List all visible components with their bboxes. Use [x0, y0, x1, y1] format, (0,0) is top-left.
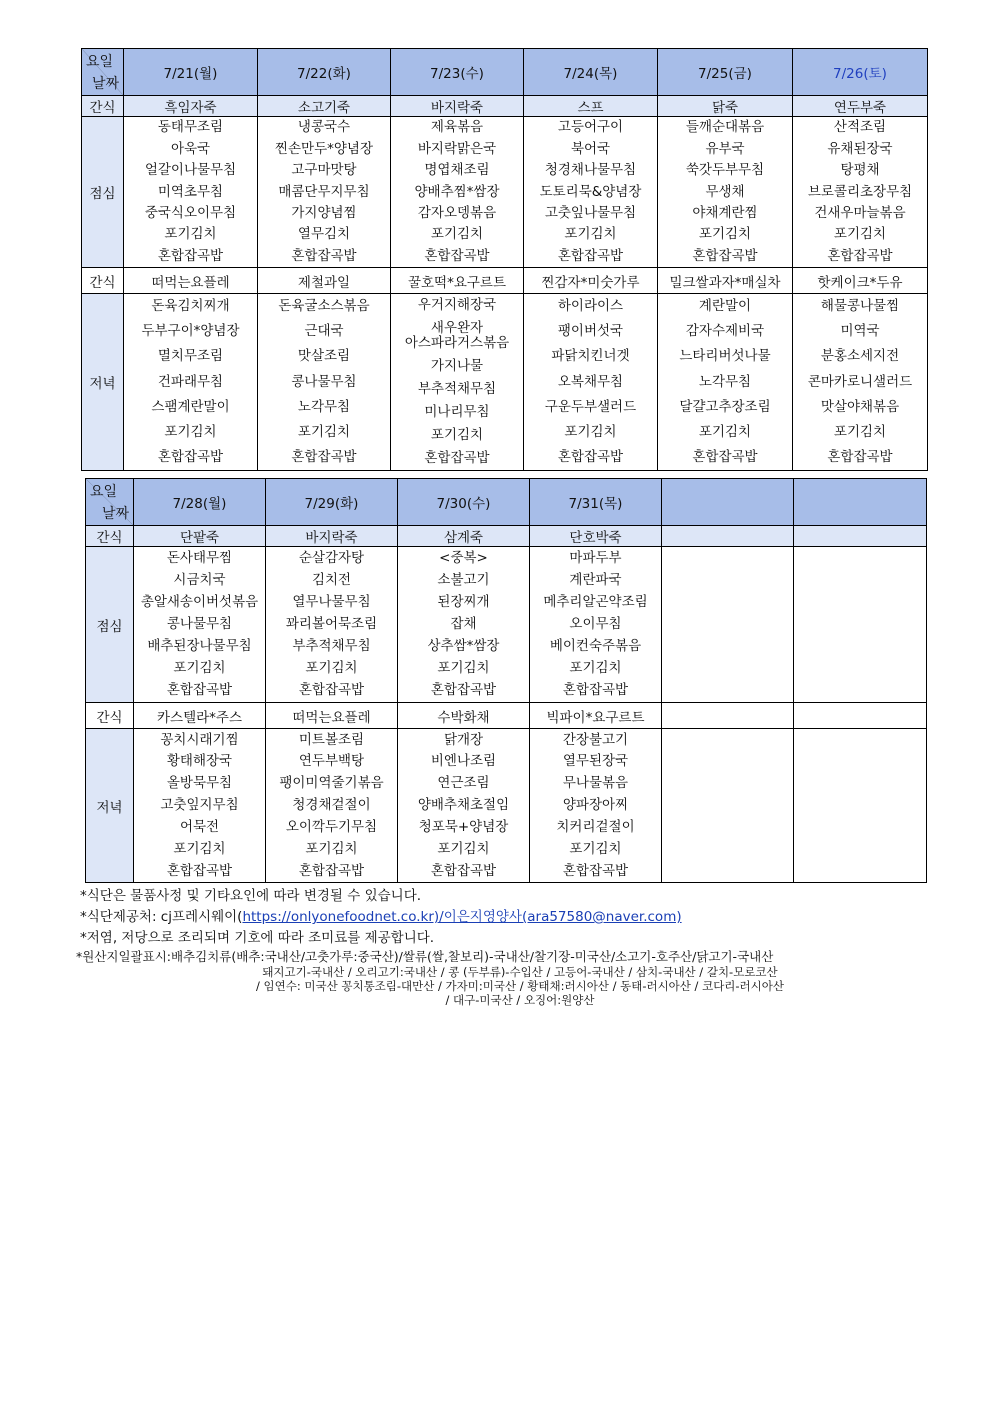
menu-item: 콩나물무침	[166, 616, 233, 633]
menu-item: 두부구이*양념장	[141, 323, 240, 340]
morning-snack-cell: 스프	[524, 96, 658, 117]
menu-item: 열무나물무침	[292, 593, 371, 610]
menu-item: 콘마카로니샐러드	[807, 373, 913, 390]
menu-item: 총알새송이버섯볶음	[140, 593, 259, 610]
menu-item: 미트볼조림	[298, 731, 365, 748]
menu-item: 노각무침	[297, 398, 351, 415]
menu-item: 양파장아찌	[562, 797, 629, 814]
morning-snack-cell: 삼계죽	[398, 526, 530, 547]
dinner-cell	[391, 294, 524, 471]
menu-item: 도토리묵&양념장	[539, 183, 642, 200]
snack-label: 간식	[86, 526, 134, 547]
menu-item: 상추쌈*쌈장	[427, 638, 500, 655]
date-header: 7/25(금)	[658, 49, 793, 96]
afternoon-snack-cell	[794, 703, 927, 729]
lunch-cell	[258, 117, 391, 268]
menu-item: 유부국	[705, 140, 745, 157]
menu-item: 베이컨숙주볶음	[549, 638, 642, 655]
menu-item: 멸치무조림	[157, 348, 224, 365]
lunch-cell	[530, 547, 662, 703]
menu-item: 파닭치킨너겟	[551, 348, 630, 365]
menu-item: 닭개장	[443, 731, 484, 748]
note-provider: *식단제공처: cj프레시웨이(https://onlyonefoodnet.co.kr)/이은지영양사(ara57580@naver.com)	[80, 909, 682, 925]
menu-item: 된장찌개	[437, 593, 490, 610]
lunch-cell	[662, 547, 794, 703]
menu-item: 건새우마늘볶음	[814, 204, 906, 221]
menu-item: 포기김치	[698, 423, 752, 440]
menu-item: 포기김치	[569, 840, 622, 857]
menu-item: 혼합잡곡밥	[166, 682, 233, 699]
menu-item: 돈육굴소스볶음	[278, 298, 370, 315]
menu-item: 맛살조림	[297, 348, 351, 365]
menu-item: 스팸계란말이	[151, 398, 230, 415]
menu-item: 혼합잡곡밥	[692, 448, 758, 465]
menu-item: 부추적채무침	[292, 638, 371, 655]
lunch-cell	[266, 547, 398, 703]
menu-item: 하이라이스	[557, 298, 624, 315]
date-header: 7/22(화)	[258, 49, 391, 96]
afternoon-snack-cell: 떠먹는요플레	[124, 268, 258, 294]
menu-item: 혼합잡곡밥	[424, 247, 490, 264]
morning-snack-cell: 닭죽	[658, 96, 793, 117]
menu-item: 비엔나조림	[430, 753, 497, 770]
menu-item: 고등어구이	[557, 119, 624, 136]
menu-item: 무생채	[705, 183, 745, 200]
menu-item: 고춧잎지무침	[160, 797, 239, 814]
menu-item: 황태해장국	[166, 753, 233, 770]
menu-item: 북어국	[570, 140, 611, 157]
menu-item: 혼합잡곡밥	[291, 448, 357, 465]
menu-item: 포기김치	[564, 423, 617, 440]
lunch-cell	[524, 117, 658, 268]
menu-item: 미역국	[840, 323, 880, 340]
snack-label: 간식	[82, 268, 124, 294]
menu-item: 메추리알곤약조림	[543, 593, 648, 610]
lunch-cell	[398, 547, 530, 703]
menu-item: 순살감자탕	[298, 549, 365, 566]
menu-item: 중국식오이무침	[144, 204, 237, 221]
menu-item: 포기김치	[569, 660, 622, 677]
menu-item: 야채계란찜	[692, 204, 758, 221]
menu-item: 포기김치	[297, 423, 351, 440]
menu-item: 혼합잡곡밥	[557, 448, 624, 465]
menu-item: 혼합잡곡밥	[692, 247, 758, 264]
lunch-cell	[391, 117, 524, 268]
morning-snack-cell: 단호박죽	[530, 526, 662, 547]
menu-item: 혼합잡곡밥	[562, 862, 629, 879]
date-header: 7/29(화)	[266, 479, 398, 526]
menu-item: 돈사태무찜	[166, 549, 233, 566]
dinner-label: 저녁	[82, 294, 124, 471]
menu-item: 계란파국	[569, 571, 622, 588]
menu-item: 아욱국	[170, 140, 211, 157]
morning-snack-cell: 연두부죽	[793, 96, 928, 117]
morning-snack-cell: 바지락죽	[391, 96, 524, 117]
date-header: 7/28(월)	[134, 479, 266, 526]
menu-item: 연두부백탕	[298, 753, 365, 770]
menu-item: 포기김치	[164, 226, 217, 243]
menu-item: 계란말이	[698, 298, 752, 315]
menu-item: 연근조림	[437, 775, 490, 792]
morning-snack-cell	[662, 526, 794, 547]
origin-line-1: *원산지일괄표시:배추김치류(배추:국내산/고춧가루:중국산)/쌀류(쌀,찰보리)-국내산/찰기장-미국산/소고기-호주산/닭고기-국내산	[76, 949, 774, 964]
date-header: 7/21(월)	[124, 49, 258, 96]
dinner-cell	[124, 294, 258, 471]
menu-item: 우거지해장국	[417, 297, 497, 314]
dinner-cell	[793, 294, 928, 471]
date-header: 7/30(수)	[398, 479, 530, 526]
menu-item: 노각무침	[698, 373, 752, 390]
menu-item: 열무된장국	[562, 753, 629, 770]
date-header: 7/26(토)	[793, 49, 928, 96]
corner-day-label: 요일	[90, 484, 118, 500]
menu-item: 혼합잡곡밥	[157, 448, 224, 465]
menu-item: 혼합잡곡밥	[298, 862, 365, 879]
menu-item: 포기김치	[305, 840, 358, 857]
menu-item: 포기김치	[305, 660, 358, 677]
menu-item: 간장불고기	[562, 731, 629, 748]
week2-menu-table	[85, 478, 927, 883]
afternoon-snack-cell: 밀크쌀과자*매실차	[658, 268, 793, 294]
date-header	[794, 479, 927, 526]
menu-item: 양배추찜*쌈장	[414, 183, 500, 200]
afternoon-snack-cell	[662, 703, 794, 729]
morning-snack-cell: 소고기죽	[258, 96, 391, 117]
menu-item: 감자수제비국	[685, 323, 765, 340]
lunch-cell	[124, 117, 258, 268]
origin-line-2: 돼지고기-국내산 / 오리고기:국내산 / 콩 (두부류)-수입산 / 고등어-국내산 / 삼치-국내산 / 갈치-모로코산	[262, 965, 778, 979]
menu-item: 소불고기	[437, 571, 490, 588]
menu-item: 찐손만두*양념장	[274, 140, 374, 157]
menu-item: 오복채무침	[557, 373, 624, 390]
menu-item: 들깨순대볶음	[685, 119, 765, 136]
menu-item: 팽이버섯국	[557, 323, 624, 340]
dinner-cell	[524, 294, 658, 471]
day-date-corner	[86, 479, 134, 526]
menu-item: 포기김치	[173, 840, 226, 857]
menu-item: 청경채나물무침	[544, 162, 637, 179]
dinner-label: 저녁	[86, 729, 134, 883]
morning-snack-cell: 단팥죽	[134, 526, 266, 547]
menu-item: 부추적채무침	[417, 380, 497, 397]
corner-day-label: 요일	[86, 54, 114, 70]
menu-item: 포기김치	[430, 427, 484, 443]
menu-item: 포기김치	[698, 226, 752, 243]
menu-item: 감자오뎅볶음	[417, 204, 497, 221]
menu-item: 어묵전	[179, 818, 220, 835]
menu-item: 근대국	[304, 323, 344, 340]
menu-item: 혼합잡곡밥	[430, 862, 497, 879]
menu-item: 고구마맛탕	[291, 162, 357, 179]
menu-item: 고춧잎나물무침	[544, 204, 637, 221]
menu-item: 열무김치	[297, 226, 351, 243]
lunch-label: 점심	[82, 117, 124, 268]
menu-item: 오이무침	[569, 616, 622, 633]
lunch-cell	[134, 547, 266, 703]
menu-item: 쑥갓두부무침	[685, 162, 765, 179]
menu-item: 동태무조림	[157, 119, 224, 136]
afternoon-snack-cell: 떠먹는요플레	[266, 703, 398, 729]
menu-item: 혼합잡곡밥	[166, 862, 233, 879]
menu-item: 김치전	[311, 571, 352, 588]
menu-item: 산적조림	[833, 119, 887, 136]
lunch-cell	[793, 117, 928, 268]
menu-item: 배추된장나물무침	[147, 638, 252, 655]
menu-item: 혼합잡곡밥	[562, 682, 629, 699]
menu-item: 청포묵+양념장	[418, 818, 509, 835]
menu-item: 콩나물무침	[291, 373, 357, 390]
menu-item: 얼갈이나물무침	[144, 162, 237, 179]
menu-item: 오이깍두기무침	[285, 818, 378, 835]
menu-item: 냉콩국수	[297, 119, 351, 136]
menu-item: 혼합잡곡밥	[557, 247, 624, 264]
snack-label: 간식	[86, 703, 134, 729]
menu-item: 시금치국	[173, 571, 226, 588]
menu-item: 포기김치	[437, 840, 490, 857]
morning-snack-cell: 흑임자죽	[124, 96, 258, 117]
menu-item: 양배추채초절임	[417, 797, 510, 814]
menu-item: 미역초무침	[157, 183, 224, 200]
menu-item: 청경채겉절이	[292, 797, 371, 814]
menu-item: 분홍소세지전	[820, 348, 900, 365]
notes-section	[76, 886, 960, 1007]
afternoon-snack-cell: 카스텔라*주스	[134, 703, 266, 729]
menu-item: 탕평채	[840, 162, 880, 179]
menu-item: 포기김치	[833, 423, 887, 440]
menu-item: 혼합잡곡밥	[827, 448, 893, 465]
menu-item: 포기김치	[564, 226, 617, 243]
dinner-cell	[266, 729, 398, 883]
menu-item: 새우완자 아스파라거스볶음	[404, 320, 510, 351]
day-date-corner	[82, 49, 124, 96]
date-header: 7/24(목)	[524, 49, 658, 96]
menu-item: 혼합잡곡밥	[430, 682, 497, 699]
origin-line-3: / 임연수: 미국산 꽁치통조림-대만산 / 가자미:미국산 / 황태채:러시아산 / 동태-러시아산 / 코다리-러시아산	[255, 979, 784, 993]
menu-item: 무나물볶음	[562, 775, 629, 792]
menu-item: 구운두부샐러드	[544, 398, 637, 415]
menu-item: 포기김치	[430, 226, 484, 243]
afternoon-snack-cell: 수박화채	[398, 703, 530, 729]
menu-item: 돈육김치찌개	[151, 298, 230, 315]
date-header: 7/31(목)	[530, 479, 662, 526]
menu-item: 마파두부	[569, 549, 622, 566]
afternoon-snack-cell: 핫케이크*두유	[793, 268, 928, 294]
menu-item: 가지나물	[430, 357, 484, 374]
menu-item: 올방묵무침	[166, 775, 233, 792]
lunch-cell	[658, 117, 793, 268]
afternoon-snack-cell: 빅파이*요구르트	[530, 703, 662, 729]
menu-item: 바지락맑은국	[417, 140, 497, 157]
menu-item: 가지양념찜	[291, 204, 357, 221]
menu-item: 혼합잡곡밥	[157, 247, 224, 264]
dinner-cell	[134, 729, 266, 883]
lunch-label: 점심	[86, 547, 134, 703]
menu-item: 혼합잡곡밥	[424, 450, 490, 467]
menu-item: 혼합잡곡밥	[298, 682, 365, 699]
note-low-salt: *저염, 저당으로 조리되며 기호에 따라 조미료를 제공합니다.	[80, 930, 435, 946]
menu-item: 유채된장국	[827, 140, 893, 157]
afternoon-snack-cell: 제철과일	[258, 268, 391, 294]
morning-snack-cell	[794, 526, 927, 547]
corner-date-label: 날짜	[91, 76, 119, 92]
menu-item: 브로콜리초장무침	[807, 183, 913, 200]
menu-item: 치커리겉절이	[556, 818, 635, 835]
menu-item: 잡채	[450, 616, 477, 633]
afternoon-snack-cell: 꿀호떡*요구르트	[391, 268, 524, 294]
dinner-cell	[530, 729, 662, 883]
corner-date-label: 날짜	[101, 506, 129, 522]
menu-item: 미나리무침	[424, 403, 490, 420]
menu-item: 혼합잡곡밥	[827, 247, 893, 264]
dinner-cell	[662, 729, 794, 883]
menu-item: 포기김치	[833, 226, 887, 243]
date-header	[662, 479, 794, 526]
menu-item: 해물콩나물찜	[820, 298, 900, 315]
menu-item: 건파래무침	[157, 373, 224, 390]
menu-item: 제육볶음	[430, 119, 484, 136]
dinner-cell	[258, 294, 391, 471]
menu-item: 매콤단무지무침	[278, 183, 370, 200]
menu-item: <중복>	[439, 549, 488, 566]
menu-item: 명엽채조림	[424, 162, 490, 179]
date-header: 7/23(수)	[391, 49, 524, 96]
menu-item: 포기김치	[173, 660, 226, 677]
menu-item: 느타리버섯나물	[679, 348, 771, 365]
menu-item: 포기김치	[164, 423, 217, 440]
afternoon-snack-cell: 찐감자*미숫가루	[524, 268, 658, 294]
morning-snack-cell: 바지락죽	[266, 526, 398, 547]
dinner-cell	[794, 729, 927, 883]
menu-item: 달걀고추장조림	[679, 398, 771, 415]
menu-item: 꽁치시래기찜	[160, 731, 239, 748]
origin-line-4: / 대구-미국산 / 오징어:원양산	[445, 993, 595, 1007]
dinner-cell	[398, 729, 530, 883]
menu-item: 혼합잡곡밥	[291, 247, 357, 264]
menu-item: 팽이미역줄기볶음	[279, 775, 384, 792]
provider-link[interactable]: https://onlyonefoodnet.co.kr)/이은지영양사(ara57580@naver.com)	[242, 909, 682, 925]
note-menu-change: *식단은 물품사정 및 기타요인에 따라 변경될 수 있습니다.	[80, 888, 422, 904]
dinner-cell	[658, 294, 793, 471]
week1-menu-table	[81, 48, 928, 471]
menu-item: 포기김치	[437, 660, 490, 677]
lunch-cell	[794, 547, 927, 703]
menu-item: 맛살야채볶음	[820, 398, 900, 415]
snack-label: 간식	[82, 96, 124, 117]
menu-item: 꽈리볼어묵조림	[285, 616, 378, 633]
